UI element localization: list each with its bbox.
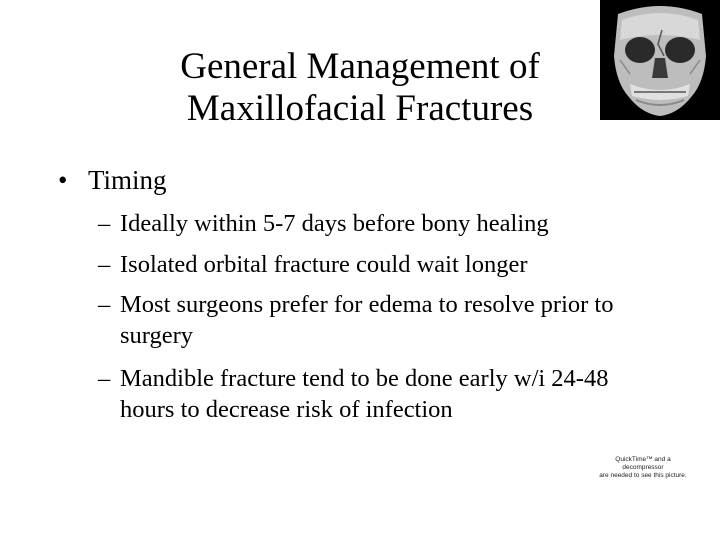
dash-mark: – (98, 210, 111, 237)
bullet-timing (58, 163, 167, 197)
quicktime-line-2: decompressor (622, 464, 664, 471)
title-line-1: General Management of (180, 46, 540, 87)
sub-item-text: Ideally within 5-7 days before bony healing (120, 210, 549, 237)
slide-title (100, 46, 620, 130)
bullet-text: Timing (88, 165, 167, 195)
dash-mark: – (98, 291, 111, 318)
title-line-2: Maxillofacial Fractures (186, 88, 534, 129)
dash-mark: – (98, 365, 111, 392)
dash-mark: – (98, 251, 111, 278)
sub-item-text: Most surgeons prefer for edema to resolve prior to surgery (120, 291, 614, 349)
sub-item-text: Isolated orbital fracture could wait longer (120, 251, 528, 278)
quicktime-line-3: are needed to see this picture. (599, 472, 687, 479)
sub-item (98, 249, 678, 280)
sub-item (98, 289, 658, 351)
sub-item (98, 208, 678, 239)
quicktime-line-1: QuickTime™ and a (615, 456, 671, 463)
sub-item-text: Mandible fracture tend to be done early w/i 24-48 hours to decrease risk of infection (120, 365, 609, 423)
sub-item (98, 363, 658, 425)
skull-ct-image (600, 0, 720, 120)
bullet-mark: • (58, 165, 68, 195)
quicktime-placeholder (588, 456, 698, 480)
